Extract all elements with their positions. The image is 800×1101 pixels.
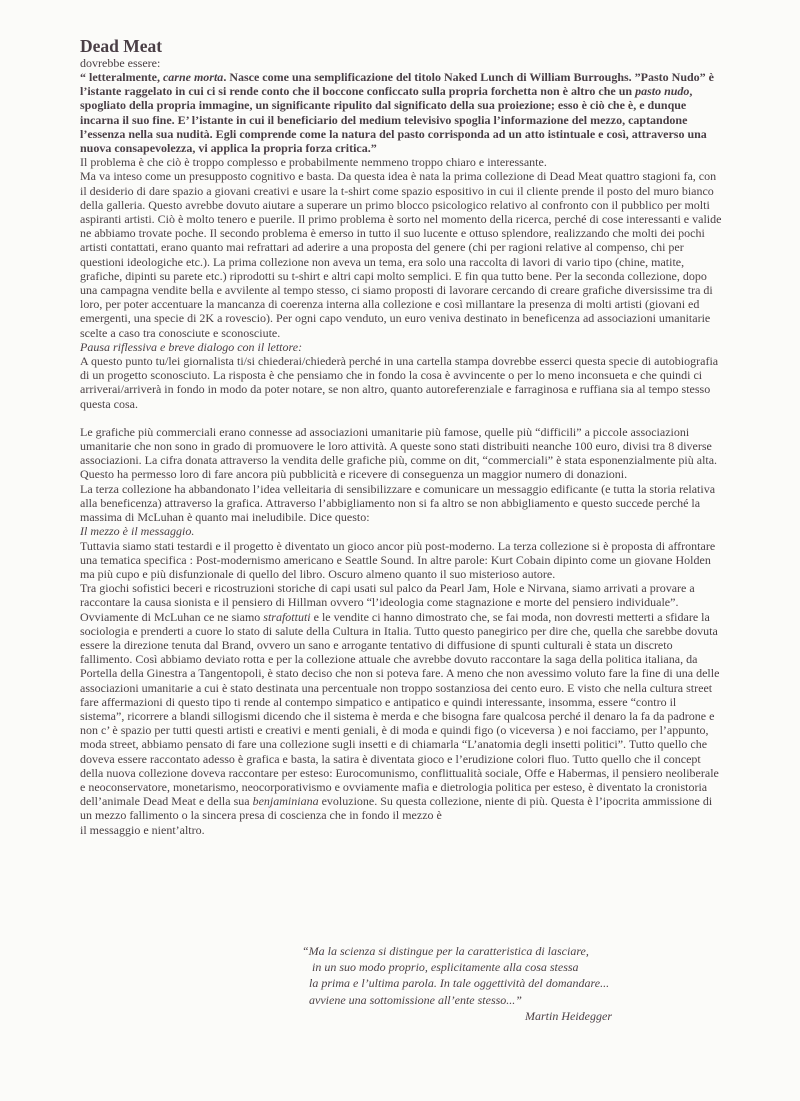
intro-paragraph (80, 70, 722, 155)
paragraph-pause-heading: Pausa riflessiva e breve dialogo con il lettore: (80, 339, 303, 354)
quote-line: la prima e l’ultima parola. In tale oggettività del domandare... (309, 976, 610, 991)
paragraph-text: evoluzione. Su questa collezione, niente di più. Questa è l’ipocrita ammissione di un mezzo fallimento o la sincera presa di coscienza che in fondo il mezzo è (80, 794, 713, 823)
paragraph-postmodern: Tuttavia siamo stati testardi e il progetto è diventato un gioco ancor più post-moderno. La terza collezione si è proposta di affrontare una tematica specifica : Post-modernismo americano e Seattle Sound. In altre parole: Kurt Cobain dipinto come un giovane Holden ma più cupo e più disfunzionale di quello del libro. Oscuro almeno quanto il suo misterioso autore. (80, 538, 716, 581)
quote-author: Martin Heidegger (525, 1008, 612, 1023)
quote-line: in un suo modo proprio, esplicitamente alla cosa stessa (312, 960, 579, 975)
paragraph-italic: benjaminiana (252, 794, 319, 809)
paragraph-closing: il messaggio e nient’altro. (80, 822, 205, 837)
paragraph-third-collection: La terza collezione ha abbandonato l’idea velleitaria di sensibilizzare e comunicare un messaggio edificante (e tutta la storia relativa alla beneficenza) attraverso la grafica. Attraverso l’abbigliamento non si fa altro se non abbigliamento e questo succede perché la massima di McLuhan è quanto mai ineludibile. Dice questo: (80, 481, 716, 525)
quote-line: “Ma la scienza si distingue per la caratteristica di lasciare, (302, 944, 589, 958)
paragraph-games (80, 581, 722, 822)
paragraph-mcluhan-quote: Il mezzo è il messaggio. (80, 524, 195, 539)
paragraph-collections: Ma va inteso come un presupposto cognitivo e basta. Da questa idea è nata la prima collezione di Dead Meat quattro stagioni fa, con il desiderio di dare spazio a giovani creativi e usare la t-shirt come spazio espositivo in cui il cliente prende il posto del muro bianco della galleria. Questo avrebbe dovuto aiutare a superare un primo blocco psicologico relativo al confronto con il pubblico per molti aspiranti artisti. Ciò è molto tenero e puerile. Il primo problema è sorto nel momento della ricerca, perché di cose interessanti e valide ne abbiamo trovate poche. Il secondo problema è emerso in tutto il suo lucente e ottuso splendore, realizzando che molti dei pochi artisti contattati, erano quanto mai refrattari ad aderire a una proposta del genere (chi per ragioni relative al compenso, chi per questioni ideologiche etc.). La prima collezione non aveva un tema, era solo una raccolta di lavori di vario tipo (chine, matite, grafiche, dipinti su parete etc.) riprodotti su t-shirt e altri capi molto semplici. E fin qua tutto bene. Per la seconda collezione, dopo una campagna vendite bella e avvilente al tempo stesso, ci siamo proposti di lavorare cercando di creare grafiche diversissime tra di loro, per poter accentuare la mancanza di coerenza interna alla collezione e così millantare la presenza di molti artisti (giovani ed emergenti, una specie di 2K a rovescio). Per ogni capo venduto, un euro veniva destinato in beneficenza ad associazioni umanitarie scelte a caso tra conosciute e sconosciute. (80, 169, 722, 340)
heidegger-quote (302, 943, 612, 1024)
paragraph-commercial: Le grafiche più commerciali erano connesse ad associazioni umanitarie più famose, quelle più “difficili” a piccole associazioni umanitarie che non sono in grado di promuovere le loro attività. A queste sono stati distribuiti neanche 100 euro, divisi tra 8 diverse associazioni. La cifra donata attraverso la vendita delle grafiche più, comme on dit, “commerciali” è stata esponenzialmente più alta. Questo ha permesso loro di fare ancora più pubblicità e ricevere di conseguenza un maggior numero di donazioni. (80, 424, 718, 482)
document-subtitle: dovrebbe essere: (80, 56, 161, 70)
paragraph-italic: strafottuti (263, 609, 311, 624)
quote-line: avviene una sottomissione all’ente stesso...” (309, 992, 522, 1007)
paragraph-dialogue: A questo punto tu/lei giornalista ti/si chiederai/chiederà perché in una cartella stampa dovrebbe esserci questa specie di autobiografia di un progetto sconosciuto. La risposta è che pensiamo che in fondo la cosa è avvincente o per lo meno inconsueta e che quindi ci arriverai/arriverà in fondo in modo da poter notare, se non altro, quanto autoreferenziale e farraginosa e ruffiana sia al tempo stesso questa cosa. (80, 354, 719, 411)
paragraph-text: e le vendite ci hanno dimostrato che, se fai moda, non dovresti metterti a sfidare la sociologia e prenderti a cuore lo stato di salute della Cultura in Italia. Tutto questo panegirico per dire che, quella che sarebbe dovuta essere la direzione tenuta dal Brand, ovvero un sano e arrogante tentativo di diffusione di spunti culturali è stata un discreto fallimento. Così abbiamo deviato rotta e per la collezione attuale che avrebbe dovuto raccontare la saga della politica italiana, da Portella della Ginestra a Tangentopoli, è stato deciso che non si poteva fare. A meno che non avessimo voluto fare la fine di una delle associazioni umanitarie a cui è stato destinata una percentuale non troppo sostanziosa dei cento euro. E visto che nella cultura street fare affermazioni di questo tipo ti rende al contempo simpatico e antipatico e quindi interessante, insomma, essere “contro il sistema”, ricorrere a blandi sillogismi dicendo che il sistema è merda e che bisogna fare qualcosa perché il denaro la fa da padrone e non c’ è spazio per tutti questi artisti e creativi e menti geniali, è di moda e quindi figo (o viceversa ) e noi facciamo, per l’appunto, moda street, abbiamo pensato di fare una collezione sugli insetti e di chiamarla “L’anatomia degli insetti politici”. Tutto quello che doveva essere raccontato adesso è grafica e basta, la satira è diventata gioco e l’erudizione colori fluo. Tutto quello che il concept della nuova collezione doveva raccontare per esteso: Eurocomunismo, conflittualità sociale, Offe e Habermas, il pensiero neoliberale e neoconservatore, monetarismo, neocorporativismo e ovviamente mafia e dietrologia politica per esteso, è diventato la cronistoria dell’animale Dead Meat e della sua (80, 609, 720, 809)
intro-italic: pasto nudo (635, 84, 690, 99)
intro-text: , spogliato della propria immagine, un significante ripulito dal significato della sua proiezione; esso è ciò che è, e dunque incarna il suo fine. E’ l’istante in cui il beneficiario del medium televisivo spoglia l’informazione del mezzo, captandone l’essenza nella sua nudità. Egli comprende come la natura del pasto corrisponda ad un atto istintuale e così, attraverso una nuova consapevolezza, vi applica la propria forza critica.” (80, 84, 707, 156)
paragraph-problem: Il problema è che ciò è troppo complesso e probabilmente nemmeno troppo chiaro e interessante. (80, 155, 547, 170)
paragraph-gap (80, 411, 722, 425)
paragraph-text: Tra giochi sofistici beceri e ricostruzioni storiche di capi usati sul palco da Pearl Jam, Hole e Nirvana, siamo arrivati a provare a raccontare la causa sionista e il pensiero di Hillman ovvero “l’ideologia come stagnazione e morte del pensiero individuale”. Ovviamente di McLuhan ce ne siamo (80, 581, 695, 624)
intro-text: . Nasce come una semplificazione del titolo Naked Lunch di William Burroughs. ”Pasto Nudo” è l’istante raggelato in cui ci si rende conto che il boccone conficcato sulla propria forchetta non è altro che un (80, 70, 715, 99)
intro-text: “ letteralmente, (80, 70, 163, 84)
document-title: Dead Meat (80, 36, 163, 56)
intro-italic: carne morta (162, 70, 224, 84)
